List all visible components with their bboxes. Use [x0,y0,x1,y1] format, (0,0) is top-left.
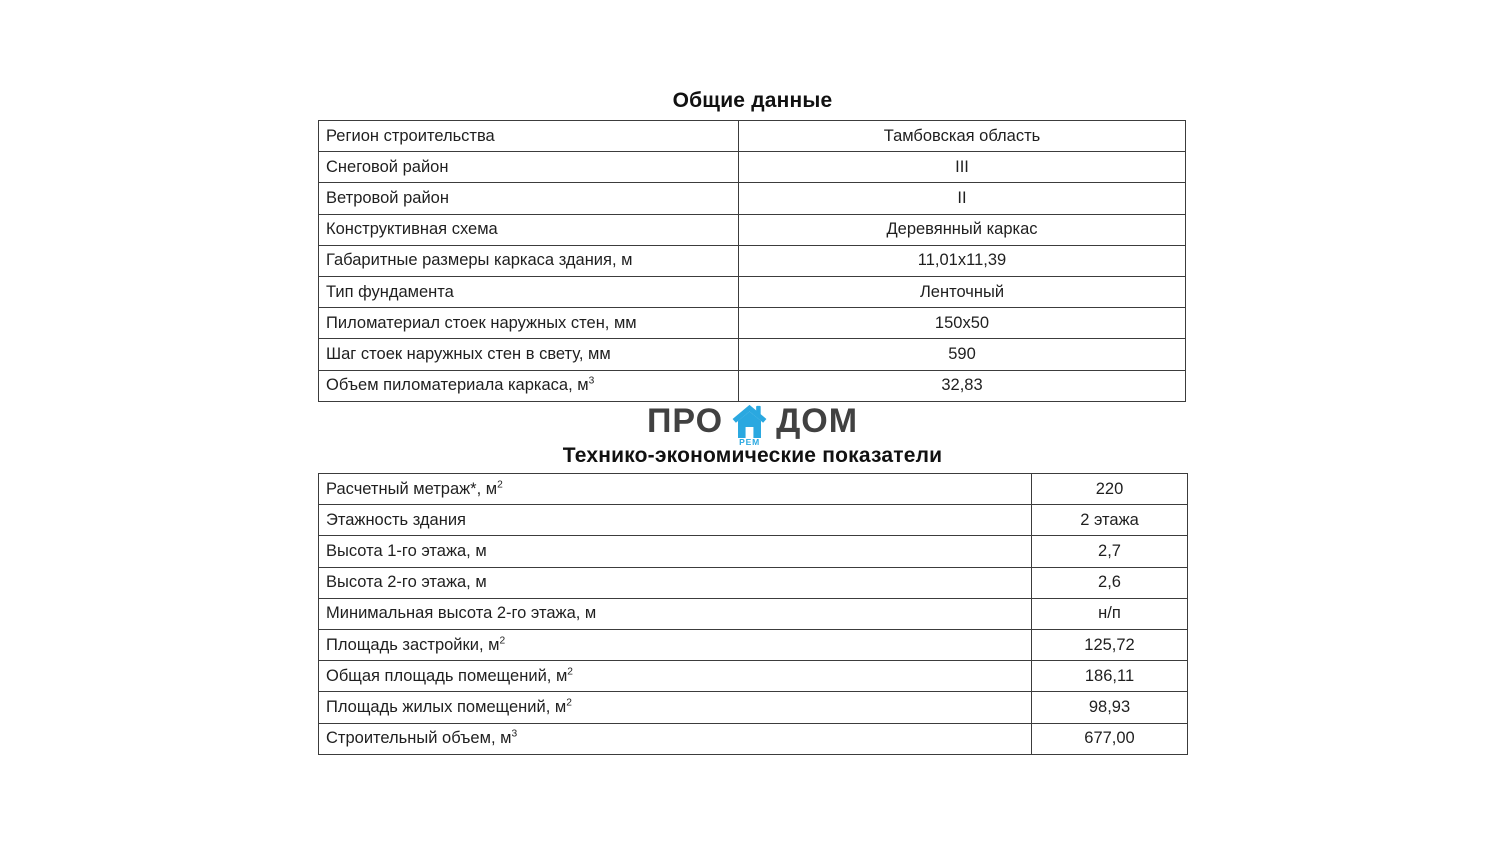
row-label: Высота 1-го этажа, м [319,536,1032,567]
row-value: Деревянный каркас [739,214,1186,245]
row-value: 11,01х11,39 [739,245,1186,276]
row-value: н/п [1032,598,1188,629]
prodom-logo [318,399,1187,447]
table-row [319,536,1188,567]
unit-superscript: 3 [588,375,595,387]
row-label: Этажность здания [319,505,1032,536]
unit-superscript: 2 [499,635,506,647]
table-row [319,245,1186,276]
row-value: 32,83 [739,370,1186,401]
row-value: 2,6 [1032,567,1188,598]
row-label: Площадь жилых помещений, $м^2$ [319,692,1032,723]
table-row [319,474,1188,505]
row-value: Ленточный [739,276,1186,307]
row-value: III [739,152,1186,183]
unit-superscript: 3 [511,728,518,740]
row-value: 220 [1032,474,1188,505]
unit-superscript: 2 [566,697,572,709]
general-data-table [318,120,1186,402]
row-value: 125,72 [1032,629,1188,660]
table-row [319,276,1186,307]
table-row [319,214,1186,245]
table-row [319,152,1186,183]
row-label: Ветровой район [319,183,739,214]
row-label: Регион строительства [319,121,739,152]
row-label: Высота 2-го этажа, м [319,567,1032,598]
logo-word-dom: ДОМ [776,402,859,440]
logo-sub-label: РЕМ [739,436,760,447]
table-row [319,692,1188,723]
row-label: Снеговой район [319,152,739,183]
logo-word-pro: ПРО [646,402,724,440]
tech-econ-table [318,473,1188,755]
row-value: 150х50 [739,308,1186,339]
house-icon [731,404,768,447]
row-label: Габаритные размеры каркаса здания, м [319,245,739,276]
row-value: 98,93 [1032,692,1188,723]
row-value: Тамбовская область [739,121,1186,152]
row-value: 2,7 [1032,536,1188,567]
table-row [319,505,1188,536]
general-data-title: Общие данные [672,89,833,112]
row-label: Конструктивная схема [319,214,739,245]
row-label: Тип фундамента [319,276,739,307]
unit-superscript: 2 [497,479,503,491]
table-row [319,121,1186,152]
table-row [319,629,1188,660]
table-row [319,308,1186,339]
table-row [319,339,1186,370]
row-value: 186,11 [1032,661,1188,692]
table-row [319,723,1188,754]
table-row [319,661,1188,692]
row-label: Минимальная высота 2-го этажа, м [319,598,1032,629]
tech-econ-title: Технико-экономические показатели [562,444,943,467]
table-row [319,370,1186,401]
row-label: Объем пиломатериала каркаса, $м^3$ [319,370,739,401]
row-value: II [739,183,1186,214]
table-row [319,598,1188,629]
row-label: Общая площадь помещений, $м^2$ [319,661,1032,692]
row-label: Расчетный метраж*, $м^2$ [319,474,1032,505]
row-value: 2 этажа [1032,505,1188,536]
unit-superscript: 2 [567,666,573,678]
table-row [319,567,1188,598]
row-label: Строительный объем, $м^3$ [319,723,1032,754]
table-row [319,183,1186,214]
row-label: Площадь застройки, $м^2$ [319,629,1032,660]
row-value: 590 [739,339,1186,370]
row-label: Пиломатериал стоек наружных стен, мм [319,308,739,339]
row-value: 677,00 [1032,723,1188,754]
row-label: Шаг стоек наружных стен в свету, мм [319,339,739,370]
